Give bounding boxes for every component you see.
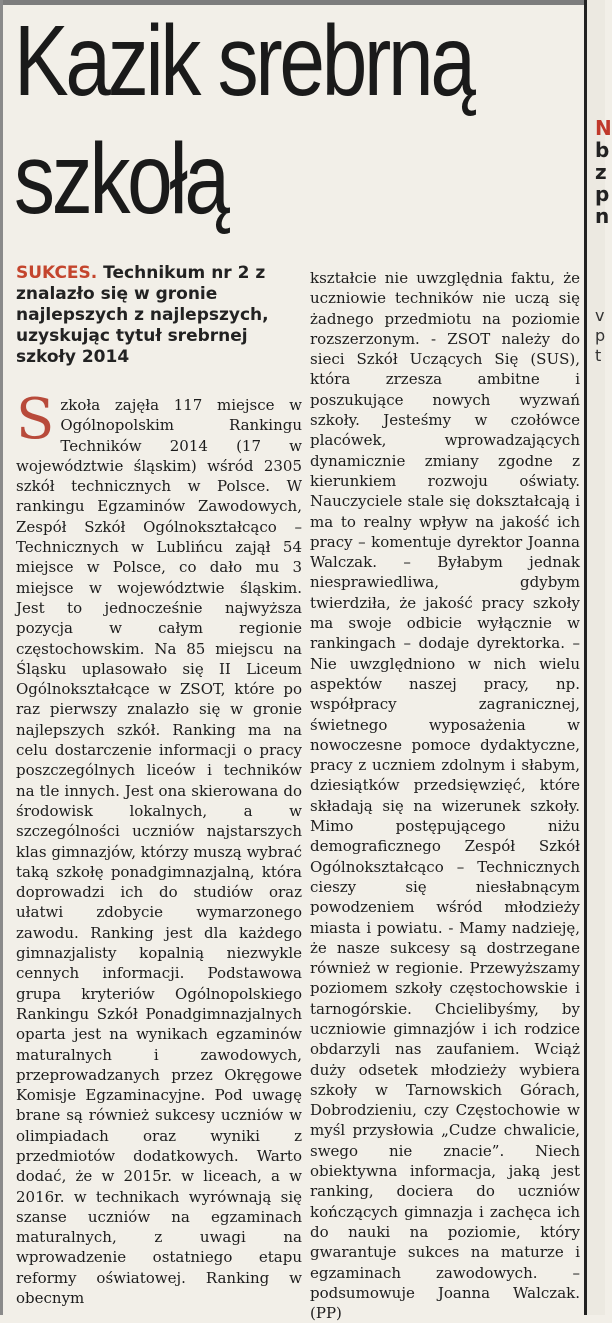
article-lead xyxy=(16,263,304,368)
column-1-text: zkoła zajęła 117 miejsce w Ogólnopolskim Rankingu Techników 2014 (17 w województwie śląskim) wśród 2305 szkół technicznych w Polsce. W rankingu Egzaminów Zawodowych, Zespół Szkół Ogólnokształcąco – Technicznych w Lublińcu zajął 54 miejsce w Polsce, co dało mu 3 miejsce w województwie śląskim. Jest to jednocześnie najwyższa pozycja w całym regionie częstochowskim. Na 85 miejscu na Śląsku uplasowało się II Liceum Ogólnokształcące w ZSOT, które po raz pierwszy znalazło się w gronie najlepszych szkół. Ranking ma na celu dostarczenie informacji o pracy poszczególnych liceów i techników na tle innych. Jest ona skierowana do środowisk lokalnych, a w szczególności uczniów najstarszych klas gimnazjów, którzy muszą wybrać taką szkołę ponadgimnazjalną, która doprowadzi ich do studiów oraz ułatwi zdobycie wymarzonego zawodu. Ranking jest dla każdego gimnazjalisty kopalnią niezwykle cennych informacji. Podstawowa grupa kryteriów Ogólnopolskiego Rankingu Szkół Ponadgimnazjalnych oparta jest na wynikach egzaminów maturalnych i zawodowych, przeprowadzanych przez Okręgowe Komisje Egzaminacyjne. Pod uwagę brane są również sukcesy uczniów w olimpiadach oraz wyniki z przedmiotów dodatkowych. Warto dodać, że w 2015r. w liceach, a w 2016r. w technikach wyrównają się szanse uczniów na egzaminach maturalnych, z uwagi na wprowadzenie ostatniego etapu reformy oświatowej. Ranking w obecnym xyxy=(16,396,302,1308)
strip-letter: b xyxy=(595,138,610,162)
strip-letter: p xyxy=(595,182,610,206)
lead-kicker: SUKCES. xyxy=(16,263,98,283)
headline-line-1: Kazik srebrną xyxy=(14,5,473,117)
column-2-text: kształcie nie uwzględnia faktu, że uczniowie techników nie uczą się żadnego przedmiotu na poziomie rozszerzonym. - ZSOT należy do sieci Szkół Uczących Się (SUS), która zrzesza ambitne i poszukujące nowych wyzwań szkoły. Jesteśmy w czołówce placówek, wprowadzających dynamicznie zmiany zgodne z kierunkiem rozwoju oświaty. Nauczyciele stale się dokształcają i ma to realny wpływ na jakość ich pracy – komentuje dyrektor Joanna Walczak. – Byłabym jednak niesprawiedliwa, gdybym twierdziła, że jakość pracy szkoły ma swoje odbicie wyłącznie w rankingach – dodaje dyrektorka. – Nie uwzględniono w nich wielu aspektów naszej pracy, np. współpracy zagranicznej, świetnego wyposażenia w nowoczesne pomoce dydaktyczne, pracy z uczniem zdolnym i słabym, dziesiątków przedsięwzięć, które składają się na wizerunek szkoły. Mimo postępującego niżu demograficznego Zespół Szkół Ogólnokształcąco – Technicznych cieszy się niesłabnącym powodzeniem wśród młodzieży miasta i powiatu. - Mamy nadzieję, że nasze sukcesy są dostrzegane również w regionie. Przewyższamy poziomem szkoły częstochowskie i tarnogórskie. Chcielibyśmy, by uczniowie gimnazjów i ich rodzice obdarzyli nas zaufaniem. Wciąż duży odsetek młodzieży wybiera szkoły w Tarnowskich Górach, Dobrodzieniu, czy Częstochowie w myśl przysłowia „Cudze chwalicie, swego nie znacie”. Niech obiektywna informacja, jaką jest ranking, dociera do uczniów kończących gimnazja i zachęca ich do nauki na poziomie, który gwarantuje sukces na maturze i egzaminach zawodowych. – podsumowuje Joanna Walczak. (PP) xyxy=(310,269,580,1323)
article-column-2 xyxy=(310,268,580,1323)
strip-letter: t xyxy=(595,346,602,365)
page-left-edge xyxy=(0,0,3,1315)
strip-letter: n xyxy=(595,204,610,228)
strip-letter: v xyxy=(595,306,605,325)
article-headline xyxy=(14,2,483,238)
strip-letter: z xyxy=(595,160,607,184)
article-column-1 xyxy=(16,387,302,1308)
strip-letter: p xyxy=(595,326,606,345)
headline-line-2: szkołą xyxy=(14,123,227,235)
strip-letter: N xyxy=(595,116,612,140)
drop-cap: S xyxy=(16,387,55,452)
adjacent-article-strip xyxy=(587,0,612,1315)
lead-text: Technikum nr 2 z znalazło się w gronie najlepszych z najlepszych, uzyskując tytuł srebrnej szkoły 2014 xyxy=(16,263,269,367)
